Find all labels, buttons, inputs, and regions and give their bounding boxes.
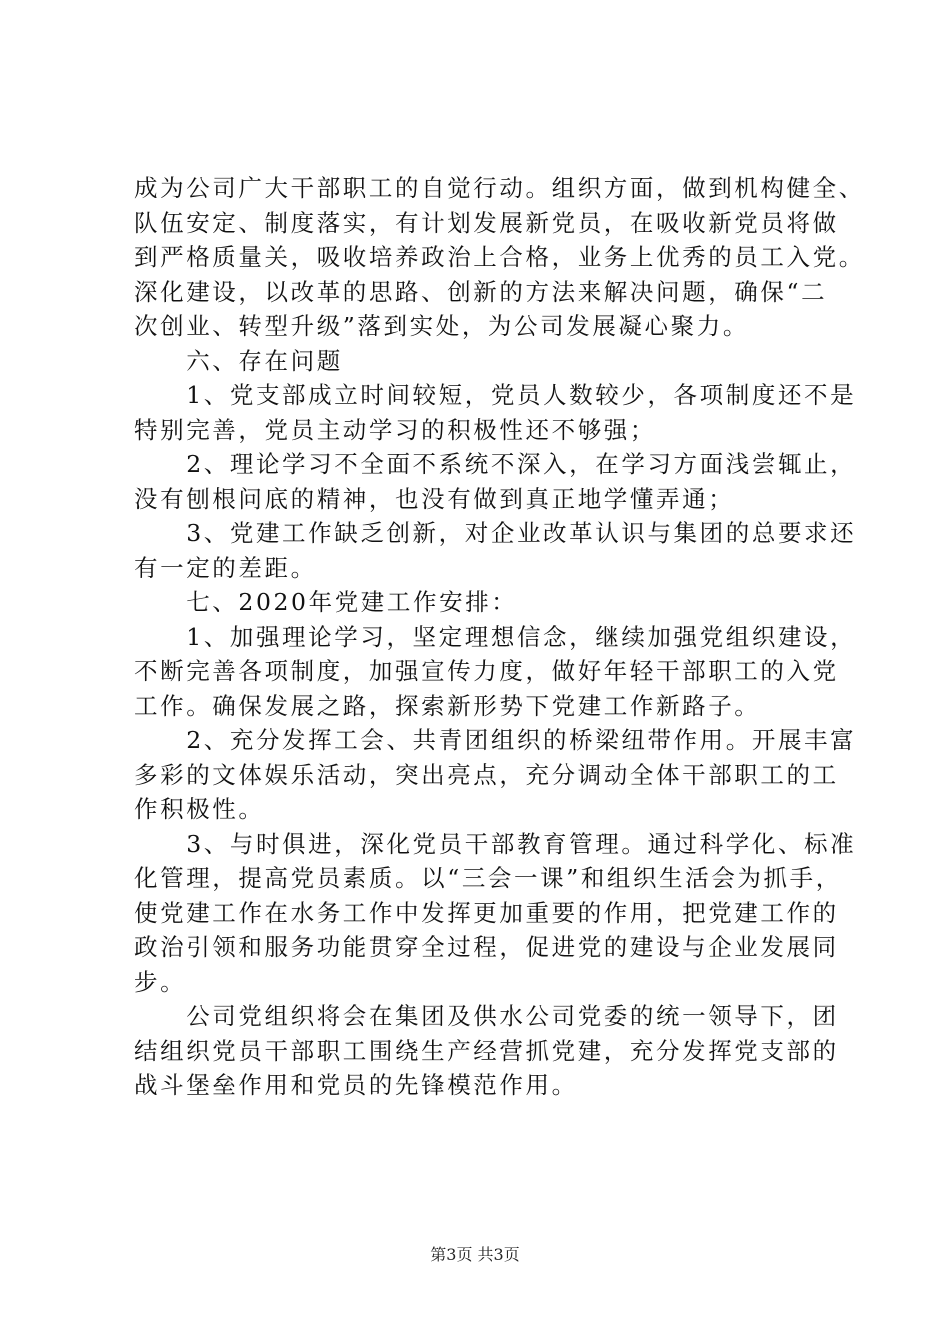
text-line: 2、理论学习不全面不系统不深入，在学习方面浅尝辄止，: [134, 450, 857, 478]
text-line: 结组织党员干部职工围绕生产经营抓党建，充分发挥党支部的: [134, 1036, 839, 1065]
text-line: 没有刨根问底的精神，也没有做到真正地学懂弄通；: [134, 484, 735, 513]
text-line: 1、加强理论学习，坚定理想信念，继续加强党组织建设，: [134, 622, 857, 651]
text-line: 1、党支部成立时间较短，党员人数较少，各项制度还不是: [134, 381, 857, 409]
text-line: 多彩的文体娱乐活动，突出亮点，充分调动全体干部职工的工: [134, 760, 839, 789]
text-line: 不断完善各项制度，加强宣传力度，做好年轻干部职工的入党: [134, 657, 839, 685]
section-heading-plan: 七、2020年党建工作安排：: [134, 588, 518, 616]
text-line: 2、充分发挥工会、共青团组织的桥梁纽带作用。开展丰富: [134, 726, 857, 754]
text-line: 深化建设，以改革的思路、创新的方法来解决问题，确保“二: [134, 277, 828, 306]
text-line: 3、党建工作缺乏创新，对企业改革认识与集团的总要求还: [134, 519, 857, 547]
document-body: [134, 171, 865, 1103]
text-line: 化管理，提高党员素质。以“三会一课”和组织生活会为抓手，: [134, 864, 842, 892]
text-line: 3、与时俱进，深化党员干部教育管理。通过科学化、标准: [134, 829, 857, 858]
text-line: 特别完善，党员主动学习的积极性还不够强；: [134, 415, 656, 444]
page-number-footer: 第3页 共3页: [430, 1245, 520, 1264]
text-line: 工作。确保发展之路，探索新形势下党建工作新路子。: [134, 691, 761, 720]
text-line: 次创业、转型升级”落到实处，为公司发展凝心聚力。: [134, 312, 749, 340]
text-line: 作积极性。: [134, 795, 265, 823]
text-line: 使党建工作在水务工作中发挥更加重要的作用，把党建工作的: [134, 898, 839, 927]
text-line: 公司党组织将会在集团及供水公司党委的统一领导下，团: [134, 1002, 839, 1030]
text-line: 到严格质量关，吸收培养政治上合格，业务上优秀的员工入党。: [134, 243, 865, 271]
text-line: 成为公司广大干部职工的自觉行动。组织方面，做到机构健全、: [134, 174, 865, 202]
text-line: 有一定的差距。: [134, 553, 317, 582]
text-line: 政治引领和服务功能贯穿全过程，促进党的建设与企业发展同: [134, 933, 839, 961]
section-heading-issues: 六、存在问题: [134, 346, 343, 375]
text-line: 战斗堡垒作用和党员的先锋模范作用。: [134, 1071, 578, 1099]
text-line: 队伍安定、制度落实，有计划发展新党员，在吸收新党员将做: [134, 208, 839, 237]
text-line: 步。: [134, 967, 187, 996]
